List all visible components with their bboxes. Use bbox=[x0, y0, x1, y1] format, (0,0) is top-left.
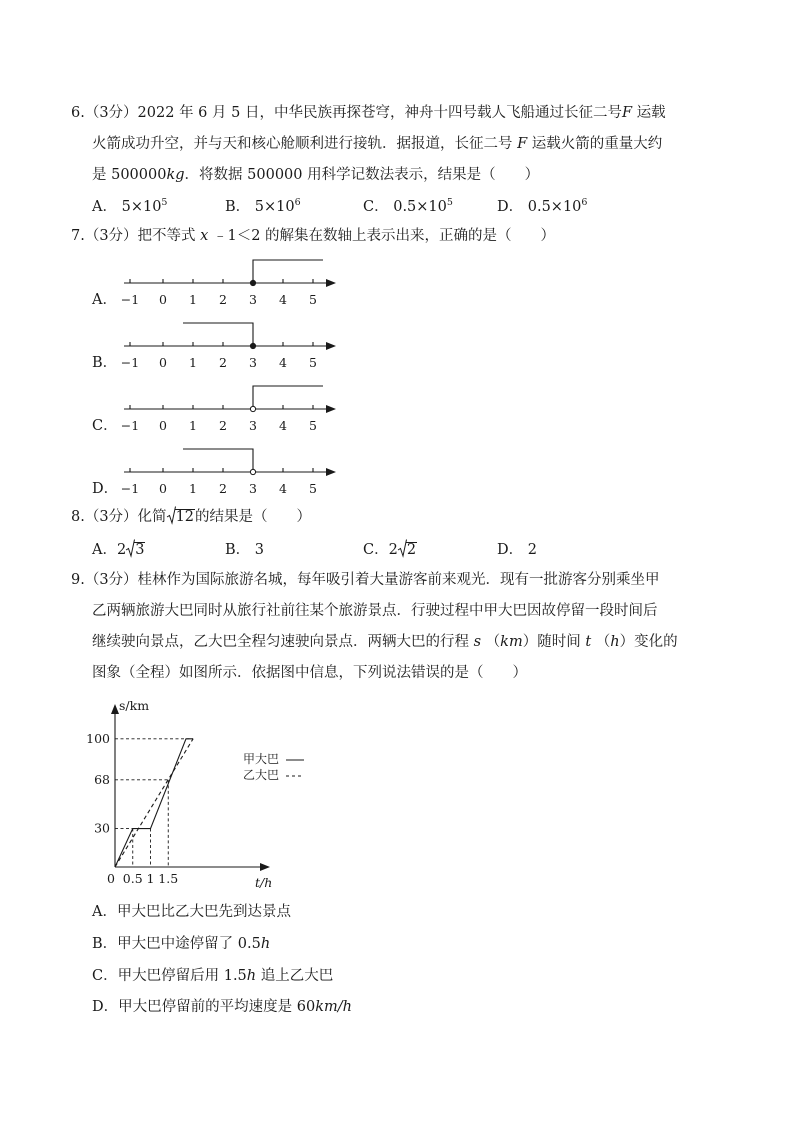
series-line-yi bbox=[115, 739, 193, 867]
tick-label: 0 bbox=[159, 292, 167, 307]
tick-label: −1 bbox=[120, 355, 140, 370]
tick-label: 5 bbox=[309, 481, 317, 496]
y-axis-label: s/km bbox=[119, 698, 150, 713]
tick-label: 4 bbox=[279, 355, 287, 370]
travel-distance-chart bbox=[86, 690, 295, 895]
q8-question: 8.（3分）化简 12的结果是（ ） bbox=[71, 507, 311, 527]
origin-label: 0 bbox=[107, 871, 115, 886]
q9-line-3: 继续驶向景点，乙大巴全程匀速驶向景点．两辆大巴的行程 s （km）随时间 t （h）变化的 bbox=[92, 634, 678, 650]
number-line-b[interactable] bbox=[110, 312, 340, 372]
number-line-c[interactable] bbox=[110, 375, 340, 435]
tick-label: 4 bbox=[279, 292, 287, 307]
tick-label: 3 bbox=[249, 355, 257, 370]
q6-line-1: 6.（3分）2022 年 6 月 5 日，中华民族再探苍穹，神舟十四号载人飞船通过长征二号F 运载 bbox=[71, 105, 666, 121]
x-axis-arrow bbox=[260, 863, 270, 871]
q9-line-4: 图象（全程）如图所示．依据图中信息，下列说法错误的是（ ） bbox=[92, 665, 527, 681]
y-tick-label: 100 bbox=[86, 730, 110, 746]
tick-label: 2 bbox=[219, 355, 227, 370]
sqrt-symbol: 3 bbox=[126, 540, 145, 560]
q6-option-b[interactable]: B． $5\times 10^6$ bbox=[225, 197, 301, 215]
tick-label: 4 bbox=[279, 418, 287, 433]
tick-label: 5 bbox=[309, 418, 317, 433]
tick-label: 2 bbox=[219, 292, 227, 307]
q6-option-d[interactable]: D． $0.5\times 10^6$ bbox=[497, 197, 588, 215]
sqrt-symbol: 2 bbox=[398, 540, 417, 560]
tick-label: 1 bbox=[189, 292, 197, 307]
q9-option-b[interactable]: B．甲大巴中途停留了 0.5h bbox=[92, 936, 271, 952]
x-tick-label: 0.5 bbox=[122, 871, 143, 886]
x-tick-label: 1.5 bbox=[158, 871, 179, 886]
q9-line-2: 乙两辆旅游大巴同时从旅行社前往某个旅游景点．行驶过程中甲大巴因故停留一段时间后 bbox=[92, 603, 658, 619]
x-axis-label: t/h bbox=[255, 875, 273, 890]
sqrt-symbol: 12 bbox=[167, 507, 195, 527]
filled-dot bbox=[250, 343, 255, 348]
tick-label: 3 bbox=[249, 481, 257, 496]
q8-option-c[interactable]: C．2 2 bbox=[363, 540, 417, 560]
q9-line-1: 9.（3分）桂林作为国际旅游名城，每年吸引着大量游客前来观光．现有一批游客分别乘坐甲 bbox=[71, 572, 660, 588]
tick-label: 0 bbox=[159, 355, 167, 370]
axis-arrow bbox=[326, 342, 336, 350]
q7-option-label-c[interactable]: C． bbox=[92, 418, 118, 434]
q6-line-2: 火箭成功升空，并与天和核心舱顺利进行接轨．据报道，长征二号 F 运载火箭的重量大约 bbox=[92, 136, 663, 152]
q7-option-label-b[interactable]: B． bbox=[92, 355, 118, 371]
open-dot bbox=[250, 406, 255, 411]
tick-label: 5 bbox=[309, 355, 317, 370]
tick-label: −1 bbox=[120, 481, 140, 496]
x-tick-label: 1 bbox=[146, 871, 155, 886]
tick-label: 2 bbox=[219, 418, 227, 433]
tick-label: −1 bbox=[120, 292, 140, 307]
axis-arrow bbox=[326, 468, 336, 476]
axis-arrow bbox=[326, 405, 336, 413]
y-tick-label: 30 bbox=[94, 820, 110, 836]
q7-option-label-d[interactable]: D． bbox=[92, 481, 119, 497]
tick-label: 1 bbox=[189, 355, 197, 370]
q7-option-label-a[interactable]: A． bbox=[92, 292, 117, 308]
q6-option-a[interactable]: A． $5\times 10^5$ bbox=[92, 197, 168, 215]
tick-label: 1 bbox=[189, 481, 197, 496]
q9-option-a[interactable]: A．甲大巴比乙大巴先到达景点 bbox=[92, 904, 291, 920]
tick-label: 3 bbox=[249, 292, 257, 307]
q6-option-c[interactable]: C． $0.5\times 10^5$ bbox=[363, 197, 453, 215]
q8-option-d[interactable]: D． 2 bbox=[497, 542, 537, 558]
q7-question: 7.（3分）把不等式 x ﹣1＜2 的解集在数轴上表示出来，正确的是（ ） bbox=[71, 228, 556, 244]
tick-label: −1 bbox=[120, 418, 140, 433]
y-axis-arrow bbox=[111, 704, 119, 714]
number-line-d[interactable] bbox=[110, 438, 340, 498]
tick-label: 0 bbox=[159, 418, 167, 433]
tick-label: 1 bbox=[189, 418, 197, 433]
filled-dot bbox=[250, 280, 255, 285]
q9-option-c[interactable]: C．甲大巴停留后用 1.5h 追上乙大巴 bbox=[92, 968, 334, 984]
axis-arrow bbox=[326, 279, 336, 287]
open-dot bbox=[250, 469, 255, 474]
q8-option-b[interactable]: B． 3 bbox=[225, 542, 264, 558]
tick-label: 3 bbox=[249, 418, 257, 433]
q6-line-3: 是 500000kg．将数据 500000 用科学记数法表示，结果是（ ） bbox=[92, 167, 540, 183]
q9-option-d[interactable]: D．甲大巴停留前的平均速度是 60km/h bbox=[92, 999, 352, 1015]
tick-label: 5 bbox=[309, 292, 317, 307]
q8-option-a[interactable]: A．2 3 bbox=[92, 540, 145, 560]
number-line-a[interactable] bbox=[110, 249, 340, 309]
legend-label: 乙大巴 bbox=[243, 768, 280, 782]
tick-label: 0 bbox=[159, 481, 167, 496]
y-tick-label: 68 bbox=[94, 771, 110, 787]
legend-label: 甲大巴 bbox=[243, 752, 280, 766]
tick-label: 2 bbox=[219, 481, 227, 496]
tick-label: 4 bbox=[279, 481, 287, 496]
